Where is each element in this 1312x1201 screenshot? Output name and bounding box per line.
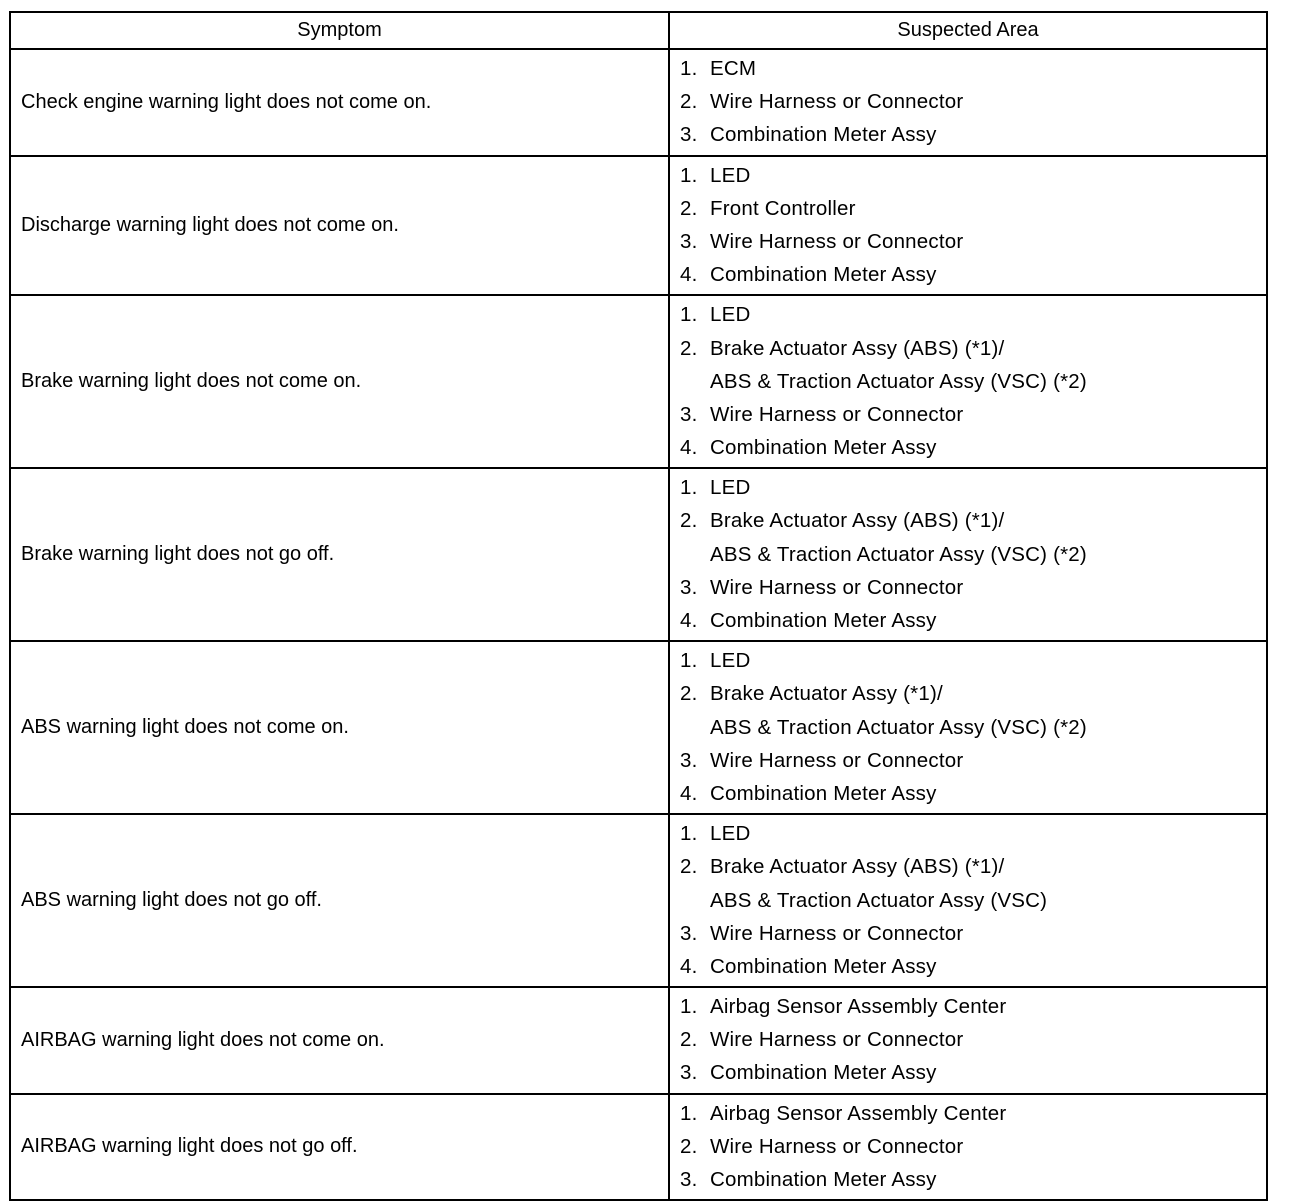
item-text: LED — [710, 649, 751, 673]
item-text: Wire Harness or Connector — [710, 1134, 964, 1158]
item-number — [680, 538, 710, 571]
suspected-area-item — [680, 192, 1266, 225]
suspected-area-item — [680, 744, 1266, 777]
item-number: 3. — [680, 1061, 698, 1085]
item-text: Wire Harness or Connector — [710, 748, 964, 772]
item-text: Combination Meter Assy — [710, 1168, 937, 1191]
item-number: 3. — [680, 1168, 698, 1191]
suspected-area-item — [680, 777, 1266, 810]
item-number: 4. — [680, 609, 698, 632]
item-number: 1. — [680, 822, 698, 846]
item-text: Brake Actuator Assy (ABS) (*1)/ — [710, 855, 1005, 879]
suspected-area-item — [680, 225, 1266, 258]
item-text: Combination Meter Assy — [710, 954, 937, 978]
item-text: Airbag Sensor Assembly Center — [710, 995, 1007, 1019]
item-text: LED — [710, 303, 751, 327]
item-number: 4. — [680, 954, 698, 978]
symptom-cell: Discharge warning light does not come on. — [11, 157, 670, 295]
item-text: Combination Meter Assy — [710, 123, 937, 147]
table-row — [11, 642, 1266, 815]
table-row — [11, 815, 1266, 988]
item-text: LED — [710, 822, 751, 846]
symptom-cell: AIRBAG warning light does not come on. — [11, 988, 670, 1093]
item-text: Brake Actuator Assy (ABS) (*1)/ — [710, 336, 1005, 360]
suspected-area-cell — [670, 296, 1266, 467]
suspected-area-item — [680, 52, 1266, 85]
symptom-cell: Brake warning light does not come on. — [11, 296, 670, 467]
suspected-area-item — [680, 1130, 1266, 1163]
table-row — [11, 469, 1266, 642]
symptom-cell: AIRBAG warning light does not go off. — [11, 1095, 670, 1200]
header-suspected-area: Suspected Area — [897, 19, 1039, 41]
suspected-area-item — [680, 950, 1266, 983]
item-number: 1. — [680, 57, 698, 80]
table-row — [11, 50, 1266, 157]
item-text: Wire Harness or Connector — [710, 90, 964, 114]
item-text: Combination Meter Assy — [710, 781, 937, 805]
table-row — [11, 157, 1266, 297]
suspected-area-item — [680, 159, 1266, 192]
symptom-cell: Check engine warning light does not come on. — [11, 50, 670, 155]
suspected-area-cell — [670, 642, 1266, 813]
item-number — [680, 884, 710, 917]
item-text: Front Controller — [710, 196, 856, 220]
item-text: ABS & Traction Actuator Assy (VSC) (*2) — [710, 542, 1087, 566]
table-row — [11, 988, 1266, 1095]
item-number: 2. — [680, 196, 698, 220]
symptom-cell: ABS warning light does not come on. — [11, 642, 670, 813]
item-text: Brake Actuator Assy (*1)/ — [710, 682, 943, 706]
item-number: 1. — [680, 303, 698, 327]
item-number: 1. — [680, 649, 698, 673]
item-number: 4. — [680, 781, 698, 805]
suspected-area-item — [680, 1163, 1266, 1196]
suspected-area-item — [680, 85, 1266, 118]
item-text: Wire Harness or Connector — [710, 1028, 964, 1052]
suspected-area-item — [680, 850, 1266, 883]
item-number: 2. — [680, 1028, 698, 1052]
suspected-area-item — [680, 571, 1266, 604]
item-number: 1. — [680, 1101, 698, 1125]
suspected-area-item — [680, 258, 1266, 291]
item-text: Combination Meter Assy — [710, 609, 937, 632]
item-number: 3. — [680, 123, 698, 147]
suspected-area-item — [680, 118, 1266, 151]
symptom-cell: ABS warning light does not go off. — [11, 815, 670, 986]
suspected-area-cell — [670, 50, 1266, 155]
item-text: Wire Harness or Connector — [710, 229, 964, 253]
item-number: 4. — [680, 263, 698, 287]
item-text: Combination Meter Assy — [710, 436, 937, 460]
suspected-area-cell — [670, 469, 1266, 640]
suspected-area-cell — [670, 157, 1266, 295]
suspected-area-item — [680, 990, 1266, 1023]
symptom-table — [9, 11, 1268, 1201]
suspected-area-item — [680, 538, 1266, 571]
suspected-area-item — [680, 677, 1266, 710]
item-number: 2. — [680, 336, 698, 360]
suspected-area-item — [680, 1097, 1266, 1130]
item-text: Combination Meter Assy — [710, 263, 937, 287]
table-body — [11, 50, 1266, 1199]
suspected-area-item — [680, 711, 1266, 744]
table-row — [11, 296, 1266, 469]
item-text: Combination Meter Assy — [710, 1061, 937, 1085]
suspected-area-item — [680, 917, 1266, 950]
item-text: Wire Harness or Connector — [710, 575, 964, 599]
item-text: Brake Actuator Assy (ABS) (*1)/ — [710, 509, 1005, 533]
item-text: ABS & Traction Actuator Assy (VSC) (*2) — [710, 715, 1087, 739]
suspected-area-item — [680, 817, 1266, 850]
suspected-area-cell — [670, 1095, 1266, 1200]
item-number: 3. — [680, 921, 698, 945]
item-number: 1. — [680, 995, 698, 1019]
item-number: 3. — [680, 748, 698, 772]
item-text: Wire Harness or Connector — [710, 402, 964, 426]
item-text: Airbag Sensor Assembly Center — [710, 1101, 1007, 1125]
item-number — [680, 365, 710, 398]
suspected-area-item — [680, 884, 1266, 917]
suspected-area-item — [680, 431, 1266, 464]
item-text: ABS & Traction Actuator Assy (VSC) — [710, 888, 1048, 912]
item-text: Wire Harness or Connector — [710, 921, 964, 945]
item-number: 1. — [680, 476, 698, 500]
header-symptom: Symptom — [11, 13, 670, 48]
item-number: 1. — [680, 163, 698, 187]
suspected-area-item — [680, 398, 1266, 431]
suspected-area-cell — [670, 815, 1266, 986]
symptom-cell: Brake warning light does not go off. — [11, 469, 670, 640]
suspected-area-item — [680, 504, 1266, 537]
item-number — [680, 711, 710, 744]
item-number: 2. — [680, 682, 698, 706]
table-row — [11, 1095, 1266, 1200]
suspected-area-cell — [670, 988, 1266, 1093]
item-text: LED — [710, 163, 751, 187]
suspected-area-item — [680, 1056, 1266, 1089]
item-number: 3. — [680, 575, 698, 599]
item-number: 3. — [680, 229, 698, 253]
item-text: ABS & Traction Actuator Assy (VSC) (*2) — [710, 369, 1087, 393]
item-text: ECM — [710, 57, 757, 80]
suspected-area-item — [680, 471, 1266, 504]
item-number: 2. — [680, 509, 698, 533]
table-header-row — [11, 13, 1266, 50]
suspected-area-item — [680, 332, 1266, 365]
item-number: 3. — [680, 402, 698, 426]
item-number: 2. — [680, 855, 698, 879]
suspected-area-item — [680, 644, 1266, 677]
suspected-area-item — [680, 365, 1266, 398]
item-number: 2. — [680, 90, 698, 114]
suspected-area-item — [680, 604, 1266, 637]
item-number: 4. — [680, 436, 698, 460]
item-number: 2. — [680, 1134, 698, 1158]
item-text: LED — [710, 476, 751, 500]
suspected-area-item — [680, 298, 1266, 331]
suspected-area-item — [680, 1023, 1266, 1056]
